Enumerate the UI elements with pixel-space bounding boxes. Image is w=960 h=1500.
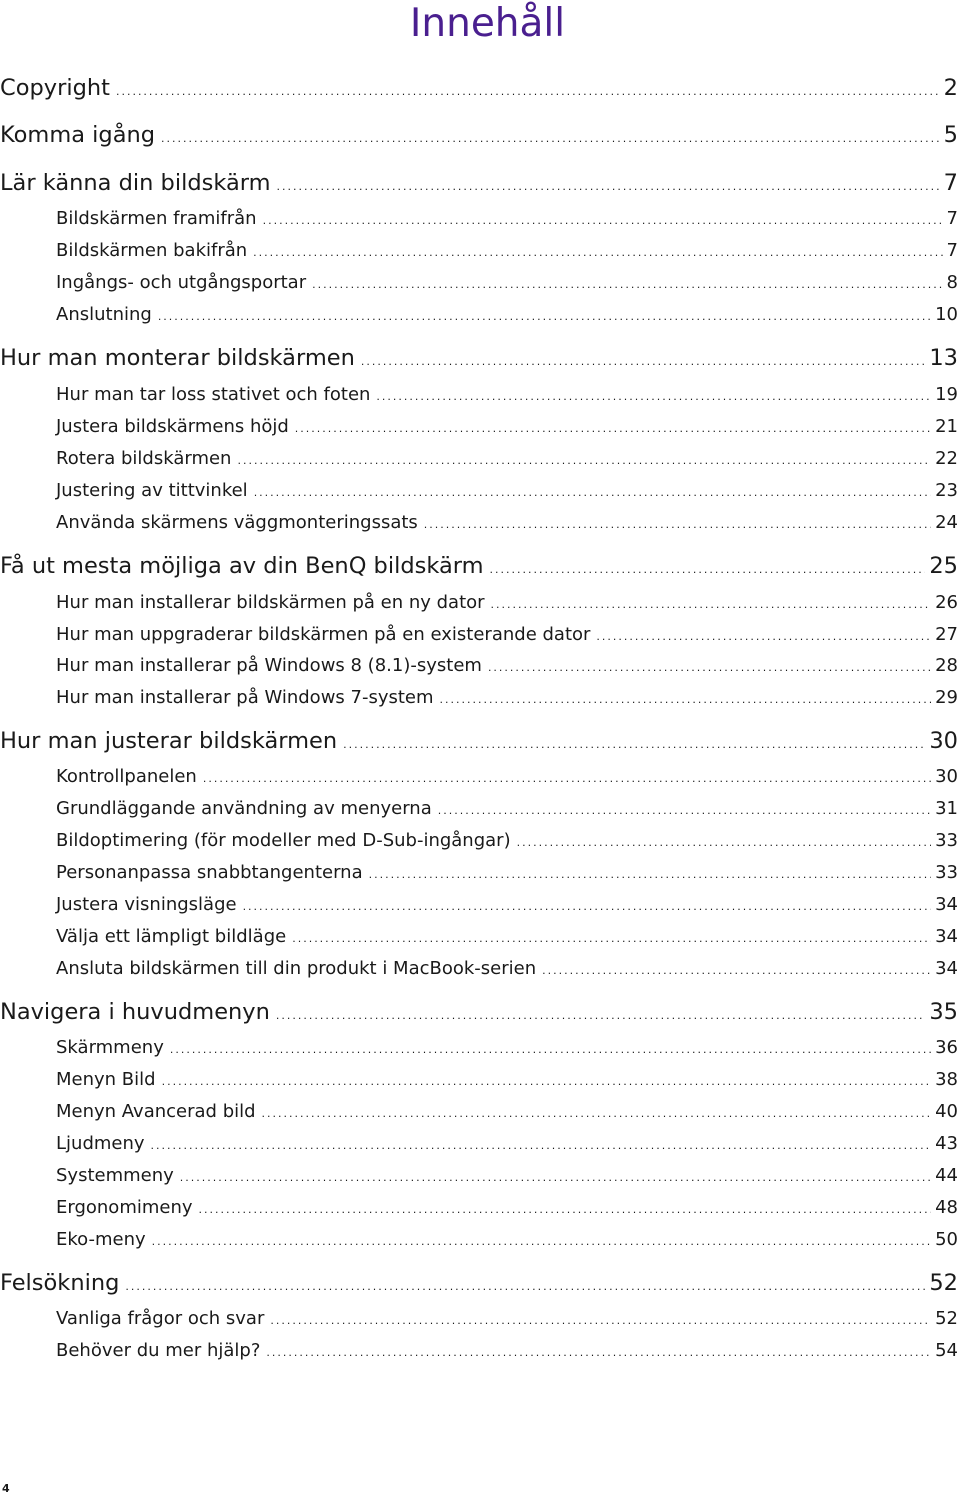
- toc-entry-label: Hur man installerar på Windows 8 (8.1)-system: [56, 655, 482, 676]
- toc-entry-page: 34: [935, 958, 958, 979]
- toc-entry-label: Hur man monterar bildskärmen: [0, 345, 355, 371]
- toc-subentry[interactable]: [56, 652, 958, 680]
- toc-entry-page: 22: [935, 448, 958, 469]
- toc-subentry[interactable]: [56, 205, 958, 233]
- toc-entry-label: Anslutning: [56, 304, 152, 325]
- toc-entry-felsokning[interactable]: [0, 1267, 958, 1299]
- toc-entry-page: 40: [935, 1101, 958, 1122]
- toc-entry-hur-man-justerar[interactable]: [0, 725, 958, 757]
- toc-entry-page: 7: [943, 170, 958, 196]
- toc-subentry[interactable]: [56, 381, 958, 409]
- dot-leader: [254, 479, 931, 507]
- toc-entry-label: Bildskärmen framifrån: [56, 208, 257, 229]
- toc-subentry[interactable]: [56, 589, 958, 617]
- toc-entry-page: 43: [935, 1133, 958, 1154]
- dot-leader: [270, 1307, 931, 1335]
- dot-leader: [125, 1271, 925, 1303]
- toc-entry-label: Behöver du mer hjälp?: [56, 1340, 261, 1361]
- dot-leader: [203, 765, 931, 793]
- dot-leader: [266, 1339, 931, 1367]
- toc-subentry[interactable]: [56, 621, 958, 649]
- dot-leader: [438, 797, 931, 825]
- toc-entry-label: Ergonomimeny: [56, 1197, 193, 1218]
- toc-entry-page: 23: [935, 480, 958, 501]
- toc-subentry[interactable]: [56, 509, 958, 537]
- toc-entry-page: 35: [929, 999, 958, 1025]
- dot-leader: [180, 1164, 931, 1192]
- toc-entry-page: 52: [935, 1308, 958, 1329]
- dot-leader: [440, 686, 932, 714]
- toc-entry-label: Ansluta bildskärmen till din produkt i MacBook-serien: [56, 958, 537, 979]
- toc-subentry[interactable]: [56, 859, 958, 887]
- toc-entry-label: Systemmeny: [56, 1165, 174, 1186]
- toc-entry-page: 28: [935, 655, 958, 676]
- toc-entry-label: Få ut mesta möjliga av din BenQ bildskärm: [0, 553, 484, 579]
- dot-leader: [262, 1100, 932, 1128]
- dot-leader: [376, 383, 931, 411]
- toc-entry-page: 2: [943, 75, 958, 101]
- toc-subentry[interactable]: [56, 477, 958, 505]
- dot-leader: [158, 303, 931, 331]
- dot-leader: [490, 554, 926, 586]
- toc-subentry[interactable]: [56, 1337, 958, 1365]
- toc-entry-page: 44: [935, 1165, 958, 1186]
- toc-entry-page: 33: [935, 830, 958, 851]
- toc-subentry[interactable]: [56, 237, 958, 265]
- toc-entry-page: 24: [935, 512, 958, 533]
- dot-leader: [199, 1196, 932, 1224]
- dot-leader: [517, 829, 931, 857]
- toc-subentry[interactable]: [56, 891, 958, 919]
- toc-entry-page: 21: [935, 416, 958, 437]
- toc-entry-page: 5: [943, 122, 958, 148]
- toc-entry-page: 34: [935, 926, 958, 947]
- toc-entry-copyright[interactable]: [0, 72, 958, 104]
- toc-entry-page: 50: [935, 1229, 958, 1250]
- toc-entry-label: Copyright: [0, 75, 110, 101]
- dot-leader: [162, 1068, 932, 1096]
- dot-leader: [312, 271, 942, 299]
- toc-subentry[interactable]: [56, 301, 958, 329]
- toc-entry-label: Ingångs- och utgångsportar: [56, 272, 307, 293]
- dot-leader: [263, 207, 943, 235]
- toc-entry-page: 48: [935, 1197, 958, 1218]
- toc-entry-label: Hur man installerar på Windows 7-system: [56, 687, 434, 708]
- page-title: Innehåll: [409, 1, 566, 46]
- toc-entry-label: Kontrollpanelen: [56, 766, 197, 787]
- dot-leader: [295, 415, 931, 443]
- toc-entry-page: 7: [946, 240, 958, 261]
- toc-subentry[interactable]: [56, 955, 958, 983]
- toc-entry-label: Använda skärmens väggmonteringssats: [56, 512, 418, 533]
- toc-entry-label: Bildskärmen bakifrån: [56, 240, 248, 261]
- dot-leader: [170, 1036, 931, 1064]
- toc-entry-label: Menyn Bild: [56, 1069, 156, 1090]
- toc-entry-page: 33: [935, 862, 958, 883]
- toc-entry-page: 8: [946, 272, 958, 293]
- toc-subentry[interactable]: [56, 1130, 958, 1158]
- toc-entry-komma-igang[interactable]: [0, 119, 958, 151]
- toc-subentry[interactable]: [56, 1305, 958, 1333]
- dot-leader: [161, 123, 940, 155]
- toc-subentry[interactable]: [56, 827, 958, 855]
- dot-leader: [369, 861, 931, 889]
- toc-entry-label: Grundläggande användning av menyerna: [56, 798, 432, 819]
- toc-entry-label: Eko-meny: [56, 1229, 146, 1250]
- dot-leader: [596, 623, 931, 651]
- toc-subentry[interactable]: [56, 413, 958, 441]
- toc-entry-hur-man-monterar[interactable]: [0, 342, 958, 374]
- toc-subentry[interactable]: [56, 923, 958, 951]
- toc-entry-page: 10: [935, 304, 958, 325]
- toc-entry-label: Justera bildskärmens höjd: [56, 416, 289, 437]
- toc-entry-label: Rotera bildskärmen: [56, 448, 232, 469]
- toc-entry-page: 34: [935, 894, 958, 915]
- dot-leader: [542, 957, 931, 985]
- toc-entry-label: Personanpassa snabbtangenterna: [56, 862, 363, 883]
- toc-subentry[interactable]: [56, 795, 958, 823]
- toc-entry-page: 54: [935, 1340, 958, 1361]
- toc-subentry[interactable]: [56, 1226, 958, 1254]
- toc-subentry[interactable]: [56, 1034, 958, 1062]
- toc-entry-page: 26: [935, 592, 958, 613]
- toc-subentry[interactable]: [56, 1194, 958, 1222]
- toc-subentry[interactable]: [56, 763, 958, 791]
- toc-entry-label: Lär känna din bildskärm: [0, 170, 271, 196]
- toc-entry-label: Välja ett lämpligt bildläge: [56, 926, 287, 947]
- toc-subentry[interactable]: [56, 269, 958, 297]
- dot-leader: [343, 729, 925, 761]
- dot-leader: [243, 893, 932, 921]
- toc-entry-label: Felsökning: [0, 1270, 120, 1296]
- toc-entry-label: Hur man tar loss stativet och foten: [56, 384, 371, 405]
- toc-entry-page: 29: [935, 687, 958, 708]
- toc-entry-page: 36: [935, 1037, 958, 1058]
- dot-leader: [253, 239, 942, 267]
- toc-entry-page: 30: [935, 766, 958, 787]
- toc-entry-label: Justering av tittvinkel: [56, 480, 248, 501]
- dot-leader: [488, 654, 931, 682]
- toc-entry-page: 19: [935, 384, 958, 405]
- toc-entry-label: Ljudmeny: [56, 1133, 145, 1154]
- dot-leader: [424, 511, 931, 539]
- footer-page-number: 4: [2, 1482, 10, 1495]
- toc-entry-page: 30: [929, 728, 958, 754]
- dot-leader: [276, 1000, 925, 1032]
- toc-entry-label: Komma igång: [0, 122, 156, 148]
- toc-entry-label: Justera visningsläge: [56, 894, 237, 915]
- toc-entry-page: 27: [935, 624, 958, 645]
- toc-entry-label: Hur man uppgraderar bildskärmen på en existerande dator: [56, 624, 591, 645]
- toc-entry-page: 38: [935, 1069, 958, 1090]
- dot-leader: [361, 346, 926, 378]
- dot-leader: [491, 591, 932, 619]
- dot-leader: [277, 171, 940, 203]
- toc-entry-label: Navigera i huvudmenyn: [0, 999, 270, 1025]
- toc-subentry[interactable]: [56, 1066, 958, 1094]
- dot-leader: [151, 1132, 932, 1160]
- dot-leader: [292, 925, 931, 953]
- toc-entry-fa-ut-mesta[interactable]: [0, 550, 958, 582]
- toc-subentry[interactable]: [56, 1162, 958, 1190]
- toc-entry-page: 13: [929, 345, 958, 371]
- toc-entry-label: Hur man installerar bildskärmen på en ny dator: [56, 592, 485, 613]
- toc-entry-label: Menyn Avancerad bild: [56, 1101, 256, 1122]
- dot-leader: [152, 1228, 931, 1256]
- toc-entry-page: 52: [929, 1270, 958, 1296]
- toc-entry-lar-kanna[interactable]: [0, 167, 958, 199]
- toc-entry-page: 7: [946, 208, 958, 229]
- toc-subentry[interactable]: [56, 445, 958, 473]
- dot-leader: [237, 447, 931, 475]
- toc-subentry[interactable]: [56, 1098, 958, 1126]
- toc-entry-label: Skärmmeny: [56, 1037, 164, 1058]
- toc-entry-label: Hur man justerar bildskärmen: [0, 728, 338, 754]
- toc-entry-label: Vanliga frågor och svar: [56, 1308, 265, 1329]
- toc-entry-label: Bildoptimering (för modeller med D-Sub-ingångar): [56, 830, 511, 851]
- dot-leader: [116, 76, 940, 108]
- toc-entry-page: 31: [935, 798, 958, 819]
- toc-subentry[interactable]: [56, 684, 958, 712]
- toc-entry-navigera[interactable]: [0, 996, 958, 1028]
- toc-entry-page: 25: [929, 553, 958, 579]
